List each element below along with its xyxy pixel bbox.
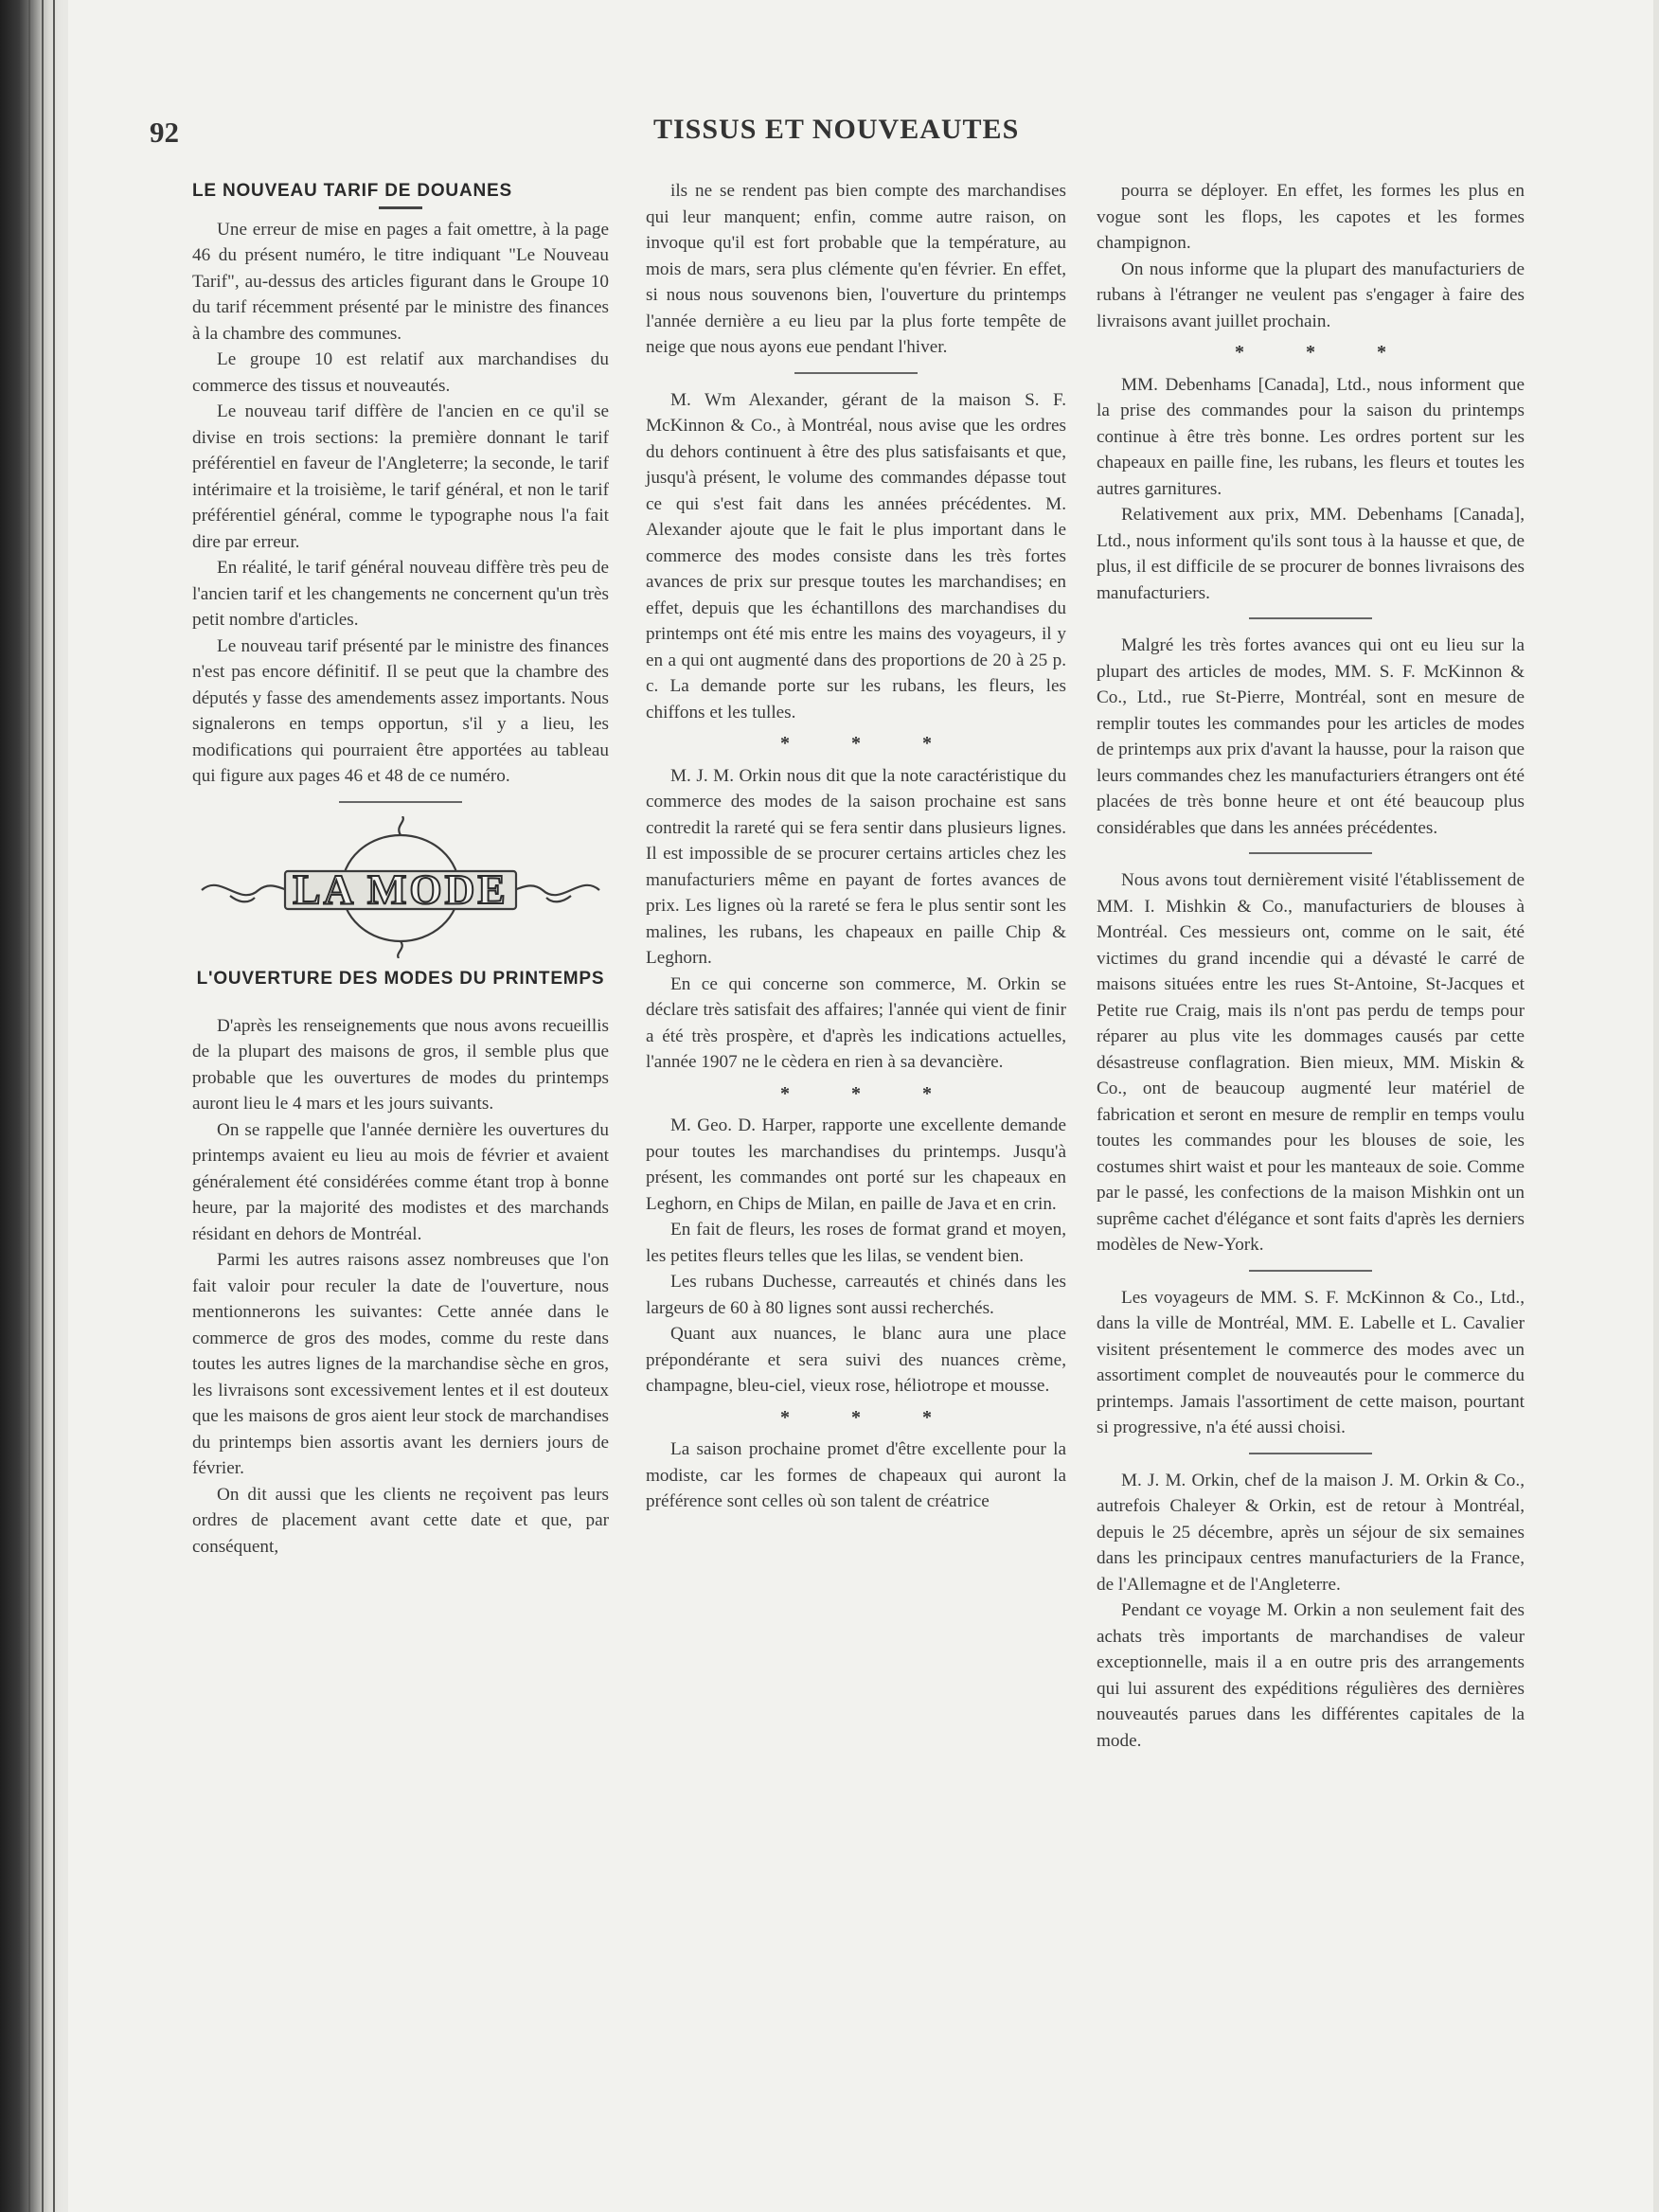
- article-body-modes: [192, 1013, 609, 1561]
- article-heading-tarif: LE NOUVEAU TARIF DE DOUANES: [192, 181, 512, 201]
- logo-text: LA MODE: [293, 865, 508, 913]
- column-3: [1097, 178, 1525, 1754]
- paragraph: Les rubans Duchesse, carreautés et chinés dans les largeurs de 60 à 80 lignes sont aussi recherchés.: [646, 1272, 1066, 1318]
- running-head: TISSUS ET NOUVEAUTES: [653, 114, 1020, 145]
- la-mode-logo: [192, 816, 609, 958]
- section-rule: [1249, 617, 1372, 619]
- paragraph: La saison prochaine promet d'être excellente pour la modiste, car les formes de chapeaux qui auront la préférence sont celles où son talent de créatrice: [646, 1439, 1066, 1511]
- section-rule: [1249, 852, 1372, 854]
- paragraph: Malgré les très fortes avances qui ont eu lieu sur la plupart des articles de modes, MM. S. F. McKinnon & Co., Ltd., rue St-Pierre, Montréal, sont en mesure de remplir toutes les commandes pour les articles de modes de printemps aux prix d'avant la hausse, pour la raison que leurs commandes chez les manufacturiers étrangers ont été placées de très bonne heure et ont été beaucoup plus considérables que dans les années précédentes.: [1097, 635, 1525, 838]
- section-stars: * * *: [780, 1082, 960, 1104]
- paragraph: Les voyageurs de MM. S. F. McKinnon & Co., Ltd., dans la ville de Montréal, MM. E. Labelle et L. Cavalier visitent présentement le commerce des modes avec un assortiment complet de nouveautés pour le commerce du printemps. Jamais l'assortiment de cette maison, pourtant si progressive, n'a été aussi choisi.: [1097, 1287, 1525, 1437]
- page-edge-line: [42, 0, 44, 2212]
- paragraph: Quant aux nuances, le blanc aura une place prépondérante et sera suivi des nuances crème, champagne, bleu-ciel, vieux rose, héliotrope et mousse.: [646, 1324, 1066, 1396]
- paragraph: On dit aussi que les clients ne reçoivent pas leurs ordres de placement avant cette date et que, par conséquent,: [192, 1484, 609, 1557]
- paragraph: En réalité, le tarif général nouveau diffère très peu de l'ancien tarif et les changements ne concernent qu'un très petit nombre d'articles.: [192, 558, 609, 630]
- section-rule: [1249, 1270, 1372, 1272]
- paragraph: pourra se déployer. En effet, les formes les plus en vogue sont les flops, les capotes et les formes champignon.: [1097, 181, 1525, 253]
- paragraph: M. Geo. D. Harper, rapporte une excellente demande pour toutes les marchandises du printemps. Jusqu'à présent, les commandes ont porté sur les chapeaux en Leghorn, en Chips de Milan, en paille de Java et en crin.: [646, 1115, 1066, 1214]
- article-heading-modes: L'OUVERTURE DES MODES DU PRINTEMPS: [196, 968, 605, 989]
- paragraph: Relativement aux prix, MM. Debenhams [Canada], Ltd., nous informent qu'ils sont tous à la hausse et que, de plus, il est difficile de se procurer de bonnes livraisons des manufacturiers.: [1097, 505, 1525, 603]
- paragraph: Parmi les autres raisons assez nombreuses que l'on fait valoir pour reculer la date de l'ouverture, nous mentionnerons les suivantes: Cette année dans le commerce de gros des modes, comme du reste dans toutes les autres lignes de la marchandise sèche en gros, les livraisons sont excessivement lentes et il est douteux que les maisons de gros aient leur stock de marchandises du printemps bien assortis avant les derniers jours de février.: [192, 1250, 609, 1478]
- paragraph: En fait de fleurs, les roses de format grand et moyen, les petites fleurs telles que les lilas, se vendent bien.: [646, 1220, 1066, 1266]
- paragraph: Nous avons tout dernièrement visité l'établissement de MM. I. Mishkin & Co., manufacturiers de blouses à Montréal. Ces messieurs ont, comme on le sait, été victimes du grand incendie qui a dévasté le carré de maisons situées entre les rues St-Antoine, St-Jacques et Petite rue Craig, mais ils n'ont pas perdu de temps pour réparer au plus vite les dommages causés par cette désastreuse conflagration. Bien mieux, MM. Miskin & Co., ont de beaucoup augmenté leur matériel de fabrication et seront en mesure de remplir en temps voulu toutes les commandes pour les blouses de soie, les costumes shirt waist et pour les manteaux de soie. Comme par le passé, les confections de la maison Mishkin ont un suprême cachet d'élégance et sont faits d'après les derniers modèles de New-York.: [1097, 870, 1525, 1255]
- section-stars: * * *: [780, 1406, 960, 1428]
- paragraph: M. J. M. Orkin, chef de la maison J. M. Orkin & Co., autrefois Chaleyer & Orkin, est de retour à Montréal, depuis le 25 décembre, après un séjour de six semaines dans les principaux centres manufacturiers de la France, de l'Allemagne et de l'Angleterre.: [1097, 1470, 1525, 1595]
- paragraph: Le nouveau tarif présenté par le ministre des finances n'est pas encore définitif. Il se peut que la chambre des députés y fasse des amendements assez importants. Nous signalerons en temps opportun, s'il y a lieu, les modifications qui pourraient être apportées au tableau qui figure aux pages 46 et 48 de ce numéro.: [192, 635, 609, 786]
- paragraph: M. J. M. Orkin nous dit que la note caractéristique du commerce des modes de la saison prochaine est sans contredit la rareté qui se fera sentir dans plusieurs lignes. Il est impossible de se procurer certains articles chez les manufacturiers même en payant de fortes avances de prix. Les lignes où la rareté se fera le plus sentir sont les malines, les rubans, les chapeaux en paille Chip & Leghorn.: [646, 765, 1066, 968]
- article-body-tarif: [192, 217, 609, 790]
- paragraph: MM. Debenhams [Canada], Ltd., nous informent que la prise des commandes pour la saison du printemps continue à être très bonne. Les ordres portent sur les chapeaux en paille fine, les rubans, les fleurs et toutes les autres garnitures.: [1097, 374, 1525, 499]
- section-rule: [794, 372, 918, 374]
- page-edge-line: [53, 0, 55, 2212]
- paragraph: En ce qui concerne son commerce, M. Orkin se déclare très satisfait des affaires; l'année qui vient de finir a été très prospère, et d'après les indications actuelles, l'année 1907 ne le cèdera en rien à sa devancière.: [646, 973, 1066, 1072]
- paragraph: ils ne se rendent pas bien compte des marchandises qui leur manquent; enfin, comme autre raison, on invoque qu'il est fort probable que la température, au mois de mars, sera plus clémente qu'en février. En effet, si nous nous souvenons bien, l'ouverture du printemps l'année dernière a eu lieu par la plus forte tempête de neige que nous ayons eue pendant l'hiver.: [646, 181, 1066, 357]
- paragraph: Le nouveau tarif diffère de l'ancien en ce qu'il se divise en trois sections: la première donnant le tarif préférentiel en faveur de l'Angleterre; la seconde, le tarif intérimaire et la troisième, le tarif général, et non le tarif préférentiel général, comme le typographe nous l'a fait dire par erreur.: [192, 401, 609, 552]
- page-edge-line: [28, 0, 30, 2212]
- paragraph: Une erreur de mise en pages a fait omettre, à la page 46 du présent numéro, le titre indiquant "Le Nouveau Tarif", au-dessus des articles figurant dans le Groupe 10 du tarif récemment présenté par le ministre des finances à la chambre des communes.: [192, 219, 609, 344]
- paragraph: On nous informe que la plupart des manufacturiers de rubans à l'étranger ne veulent pas s'engager à faire des livraisons avant juillet prochain.: [1097, 259, 1525, 331]
- section-rule: [1249, 1453, 1372, 1454]
- paragraph: Le groupe 10 est relatif aux marchandises du commerce des tissus et nouveautés.: [192, 349, 609, 396]
- section-stars: * * *: [1235, 342, 1415, 363]
- column-1: [192, 178, 609, 1560]
- paragraph: On se rappelle que l'année dernière les ouvertures du printemps avaient eu lieu au mois de février et avaient généralement été considérées comme étant trop à bonne heure, par la majorité des modistes et des marchands résidant en dehors de Montréal.: [192, 1119, 609, 1244]
- page-number: 92: [150, 116, 179, 149]
- section-stars: * * *: [780, 733, 960, 754]
- column-2: [646, 178, 1066, 1515]
- paragraph: M. Wm Alexander, gérant de la maison S. F. McKinnon & Co., à Montréal, nous avise que les ordres du dehors continuent à être des plus satisfaisants et que, jusqu'à présent, le volume des commandes dépasse tout ce qui s'est fait dans les années précédentes. M. Alexander ajoute que le fait le plus important dans le commerce des modes consiste dans les très fortes avances de prix sur presque toutes les marchandises; en effet, depuis que les échantillons des marchandises du printemps ont été mis entre les mains des voyageurs, il y en a qui ont augmenté dans des proportions de 20 à 25 p. c. La demande porte sur les rubans, les fleurs, les chiffons et les tulles.: [646, 389, 1066, 722]
- section-rule: [339, 801, 462, 803]
- paragraph: Pendant ce voyage M. Orkin a non seulement fait des achats très importants de marchandises de valeur exceptionnelle, mais il a en outre pris des arrangements qui lui assurent des expéditions régulières des dernières nouveautés parues dans les différentes capitales de la mode.: [1097, 1600, 1525, 1751]
- paragraph: D'après les renseignements que nous avons recueillis de la plupart des maisons de gros, il semble plus que probable que les ouvertures de modes du printemps auront lieu le 4 mars et les jours suivants.: [192, 1015, 609, 1114]
- heading-dash: [379, 206, 422, 209]
